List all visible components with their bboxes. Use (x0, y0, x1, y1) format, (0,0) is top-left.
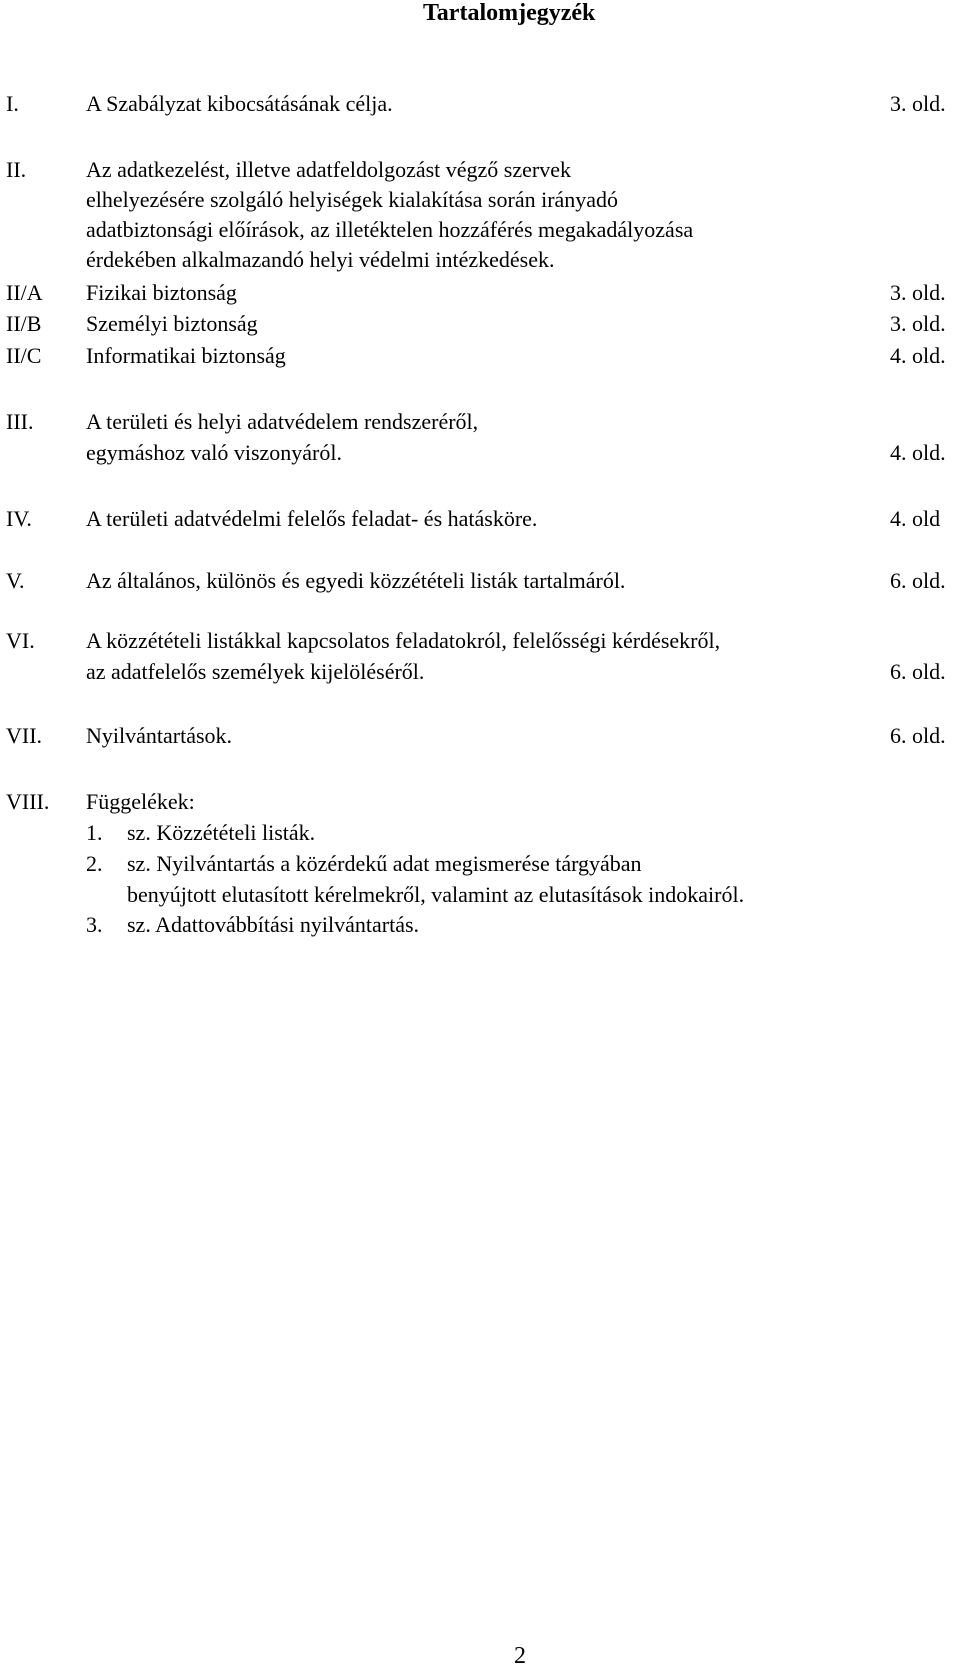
toc-text-vi-line2: az adatfelelős személyek kijelöléséről. (86, 659, 425, 684)
appendix-number-1: 1. (86, 820, 103, 845)
appendix-text-2-continued: benyújtott elutasított kérelmekről, valamint az elutasítások indokairól. (127, 882, 745, 907)
toc-text-v: Az általános, különös és egyedi közzétételi listák tartalmáról. (86, 568, 626, 593)
toc-number-ii: II. (6, 157, 27, 182)
toc-text-iii-line1: A területi és helyi adatvédelem rendszeréről, (86, 409, 479, 434)
toc-text-vii: Nyilvántartások. (86, 723, 233, 748)
appendix-text-1: sz. Közzétételi listák. (127, 820, 316, 845)
page-title: Tartalomjegyzék (423, 0, 596, 26)
toc-number-iii: III. (6, 409, 34, 434)
toc-number-i: I. (6, 91, 19, 116)
toc-text-iic: Informatikai biztonság (86, 343, 286, 368)
toc-page-iic: 4. old. (890, 343, 946, 368)
toc-number-iv: IV. (6, 506, 32, 531)
toc-text-ii-line1: Az adatkezelést, illetve adatfeldolgozást végző szervek (86, 157, 571, 182)
toc-text-i: A Szabályzat kibocsátásának célja. (86, 91, 393, 116)
appendix-number-3: 3. (86, 912, 103, 937)
toc-text-iia: Fizikai biztonság (86, 280, 237, 305)
toc-page-iib: 3. old. (890, 311, 946, 336)
toc-text-vi-line1: A közzétételi listákkal kapcsolatos feladatokról, felelősségi kérdésekről, (86, 628, 721, 653)
toc-number-viii: VIII. (6, 789, 50, 814)
toc-page-iia: 3. old. (890, 280, 946, 305)
toc-number-iia: II/A (6, 280, 43, 305)
toc-text-viii: Függelékek: (86, 789, 195, 814)
toc-page-v: 6. old. (890, 568, 946, 593)
appendix-number-2: 2. (86, 851, 103, 876)
toc-text-ii-line2: elhelyezésére szolgáló helyiségek kialakítása során irányadó (86, 187, 619, 212)
toc-text-iib: Személyi biztonság (86, 311, 258, 336)
appendix-text-3: sz. Adattovábbítási nyilvántartás. (127, 912, 420, 937)
toc-number-v: V. (6, 568, 25, 593)
toc-page-vii: 6. old. (890, 723, 946, 748)
toc-text-iii-line2: egymáshoz való viszonyáról. (86, 440, 342, 465)
appendix-text-2: sz. Nyilvántartás a közérdekű adat megismerése tárgyában (127, 851, 642, 876)
toc-text-iv: A területi adatvédelmi felelős feladat- és hatásköre. (86, 506, 538, 531)
toc-number-iic: II/C (6, 343, 42, 368)
toc-number-vii: VII. (6, 723, 43, 748)
toc-page-i: 3. old. (890, 91, 946, 116)
page-number: 2 (514, 1643, 526, 1669)
toc-number-iib: II/B (6, 311, 42, 336)
toc-page-vi: 6. old. (890, 659, 946, 684)
toc-page-iii: 4. old. (890, 440, 946, 465)
toc-number-vi: VI. (6, 628, 35, 653)
toc-text-ii-line4: érdekében alkalmazandó helyi védelmi intézkedések. (86, 247, 555, 272)
toc-page-iv: 4. old (890, 506, 941, 531)
toc-text-ii-line3: adatbiztonsági előírások, az illetéktelen hozzáférés megakadályozása (86, 217, 694, 242)
